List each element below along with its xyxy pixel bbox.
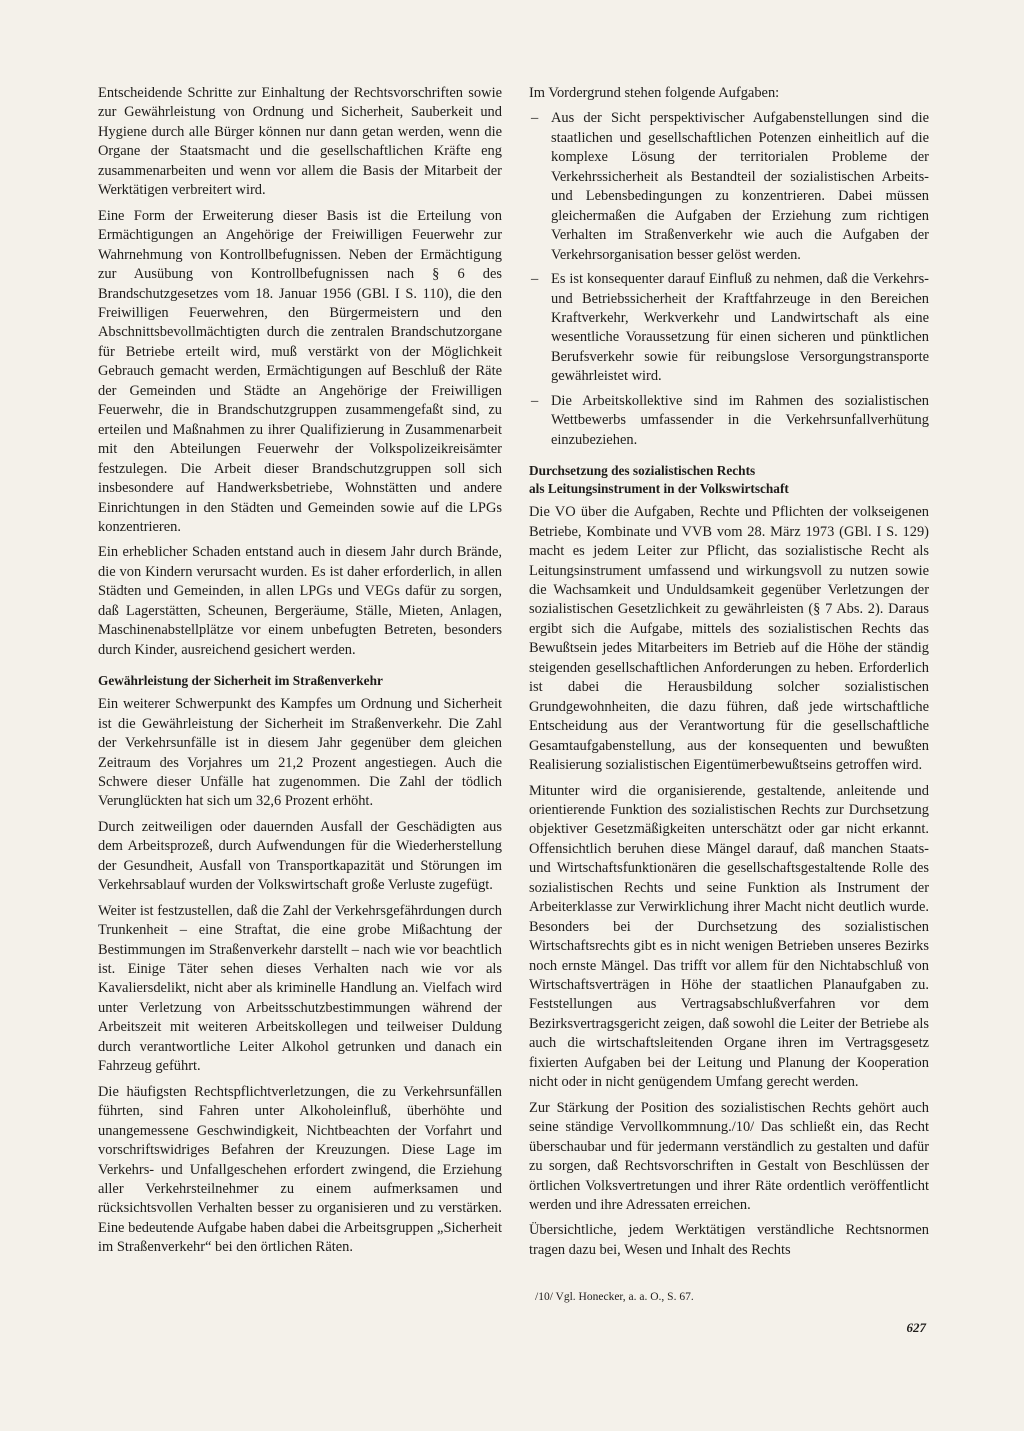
list-item: – Es ist konsequenter darauf Einfluß zu nehmen, daß die Verkehrs- und Betriebssicherheit der Kraftfahrzeuge in den Bereichen Kraftverkehr, Werkverkehr und Landwirtschaft als eine wesentliche Voraussetzung für einen sicheren und pünktlichen Berufsverkehr sowie für reibungslose Versorgungstransporte gewährleistet wird. (529, 270, 929, 387)
paragraph: Ein erheblicher Schaden entstand auch in diesem Jahr durch Brände, die von Kindern verursacht wurden. Es ist daher erforderlich, in allen Städten und Gemeinden, in allen LPGs und VEGs dafür zu sorgen, daß Lagerstätten, Scheunen, Bergeräume, Ställe, Mieten, Anlagen, Maschinenabstellplätze vor einem unbefugten Betreten, besonders durch Kinder, ausreichend gesichert werden. (98, 544, 502, 658)
paragraph: Zur Stärkung der Position des sozialistischen Rechts gehört auch seine ständige Vervollkommnung./10/ Das schließt ein, das Recht überschaubar und für jedermann verständlich zu gestalten und dafür zu sorgen, daß Rechtsvorschriften in Gestalt von Beschlüssen der örtlichen Volksvertretungen und ihrer Räte ordentlich veröffentlicht werden und ihre Adressaten erreichen. (529, 1099, 929, 1214)
paragraph: Die häufigsten Rechtspflichtverletzungen, die zu Verkehrsunfällen führten, sind Fahren unter Alkoholeinfluß, überhöhte und unangemessene Geschwindigkeit, Nichtbeachten der Vorfahrt und vorschriftswidriges Befahren der Kreuzungen. Diese Lage im Verkehrs- und Unfallgeschehen erfordert zwingend, die Erziehung aller Verkehrsteilnehmer zu einem aufmerksamen und rücksichtsvollen Verhalten besser zu organisieren und zu verstärken. Eine bedeutende Aufgabe haben dabei die Arbeitsgruppen „Sicherheit im Straßenverkehr“ bei den örtlichen Räten. (98, 1083, 502, 1256)
left-column (98, 84, 502, 1264)
paragraph-intro: Im Vordergrund stehen folgende Aufgaben: (529, 85, 780, 101)
list-item: – Die Arbeitskollektive sind im Rahmen des sozialistischen Wettbewerbs umfassender in die Verkehrsunfallverhütung einzubeziehen. (529, 392, 929, 450)
right-column (529, 84, 929, 1266)
heading-line: Durchsetzung des sozialistischen Rechts (529, 463, 756, 479)
paragraph: Eine Form der Erweiterung dieser Basis ist die Erteilung von Ermächtigungen an Angehörige der Freiwilligen Feuerwehr zur Wahrnehmung von Kontrollbefugnissen. Neben der Ermächtigung zur Ausübung von Kontrollbefugnissen nach § 6 des Brandschutzgesetzes vom 18. Januar 1956 (GBl. I S. 110), die den Freiwilligen Feuerwehren, den Bürgermeistern und den Abschnittsbevollmächtigten durch die zentralen Brandschutzorgane für Betriebe erteilt wird, muß verstärkt von der Möglichkeit Gebrauch gemacht werden, Ermächtigungen auf Beschluß der Räte der Gemeinden und Städte an Angehörige der Freiwilligen Feuerwehr, die in Brandschutzgruppen zusammengefaßt sind, zu erteilen und Maßnahmen zu ihrer Qualifizierung in Zusammenarbeit mit den Abteilungen Feuerwehr der Volkspolizeikreisämter festzulegen. Die Arbeit dieser Brandschutzgruppen soll sich insbesondere auf Handwerksbetriebe, Wohnstätten und andere Einrichtungen in den Städten und Gemeinden sowie auf die LPGs konzentrieren. (98, 207, 502, 535)
paragraph: Entscheidende Schritte zur Einhaltung der Rechtsvorschriften sowie zur Gewährleistung von Ordnung und Sicherheit, Sauberkeit und Hygiene durch alle Bürger können nur dann getan werden, wenn die Organe der Staatsmacht und die gesellschaftlichen Kräfte eng zusammenarbeiten und wenn vor allem die Basis der Mitarbeit der Werktätigen verbreitert wird. (98, 85, 502, 199)
section-heading-socialist-law (529, 462, 929, 498)
task-list (529, 109, 929, 450)
heading-line: als Leitungsinstrument in der Volkswirtschaft (529, 481, 789, 497)
paragraph: Durch zeitweiligen oder dauernden Ausfall der Geschädigten aus dem Arbeitsprozeß, durch Aufwendungen für die Wiederherstellung der Gesundheit, Ausfall von Transportkapazität und Störungen im Verkehrsablauf wurden der Volkswirtschaft große Verluste zugefügt. (98, 818, 502, 894)
section-heading-traffic-safety: Gewährleistung der Sicherheit im Straßenverkehr (98, 673, 383, 689)
list-item: – Aus der Sicht perspektivischer Aufgabenstellungen sind die staatlichen und gesellschaftlichen Potenzen einheitlich auf die komplexe Lösung der territorialen Probleme der Verkehrssicherheit als Bestandteil der sozialistischen Arbeits- und Lebensbedingungen zu konzentrieren. Dabei müssen gleichermaßen die Aufgaben der Erziehung zum richtigen Verhalten im Straßenverkehr wie auch die Aufgaben der Verkehrsorganisation besser gelöst werden. (529, 109, 929, 265)
paragraph: Übersichtliche, jedem Werktätigen verständliche Rechtsnormen tragen dazu bei, Wesen und Inhalt des Rechts (529, 1222, 929, 1258)
paragraph: Weiter ist festzustellen, daß die Zahl der Verkehrsgefährdungen durch Trunkenheit – eine Straftat, die eine grobe Mißachtung der Bestimmungen im Straßenverkehr darstellt – nach wie vor beachtlich ist. Einige Täter sehen dieses Verhalten nach wie vor als Kavaliersdelikt, nicht aber als kriminelle Handlung an. Vielfach wird unter Verletzung von Arbeitsschutzbestimmungen während der Arbeitszeit mit weiteren Arbeitskollegen und teilweiser Duldung durch verantwortliche Leiter Alkohol getrunken und danach ein Fahrzeug geführt. (98, 902, 502, 1075)
footnote: /10/ Vgl. Honecker, a. a. O., S. 67. (535, 1291, 694, 1303)
paragraph: Die VO über die Aufgaben, Rechte und Pflichten der volkseigenen Betriebe, Kombinate und VVB vom 28. März 1973 (GBl. I S. 129) macht es jedem Leiter zur Pflicht, das sozialistische Recht als Leitungsinstrument umfassend und wirkungsvoll zu nutzen sowie die Wachsamkeit und Unduldsamkeit gegenüber Verletzungen der sozialistischen Gesetzlichkeit zu gewährleisten (§ 7 Abs. 2). Daraus ergibt sich die Aufgabe, mittels des sozialistischen Rechts das Bewußtsein jedes Mitarbeiters im Betrieb auf die Höhe der ständig steigenden gesellschaftlichen Anforderungen zu heben. Erforderlich ist dabei die Herausbildung solcher sozialistischen Grundgewohnheiten, die dazu führen, daß jede wirtschaftliche Entscheidung aus der Verantwortung für die gesellschaftliche Gesamtaufgabenstellung, aus der konsequenten und bewußten Realisierung sozialistischen Eigentümerbewußtseins getroffen wird. (529, 504, 929, 774)
paragraph: Ein weiterer Schwerpunkt des Kampfes um Ordnung und Sicherheit ist die Gewährleistung der Sicherheit im Straßenverkehr. Die Zahl der Verkehrsunfälle ist in diesem Jahr gegenüber dem gleichen Zeitraum des Vorjahres um 21,2 Prozent angestiegen. Auch die Schwere dieser Unfälle hat zugenommen. Die Zahl der tödlich Verunglückten hat sich um 32,6 Prozent erhöht. (98, 696, 502, 810)
paragraph: Mitunter wird die organisierende, gestaltende, anleitende und orientierende Funktion des sozialistischen Rechts zur Durchsetzung objektiver Gesetzmäßigkeiten unterschätzt oder gar nicht erkannt. Offensichtlich beruhen diese Mängel darauf, daß manchen Staats- und Wirtschaftsfunktionären die gesellschaftsgestaltende Rolle des sozialistischen Rechts und seine Funktion als Instrument der Arbeiterklasse zur Verwirklichung ihrer Macht nicht deutlich wurde. Besonders bei der Durchsetzung des sozialistischen Wirtschaftsrechts gibt es in nicht wenigen Betrieben unseres Bezirks noch ernste Mängel. Das trifft vor allem für den Nichtabschluß von Wirtschaftsverträgen in Höhe der staatlichen Planaufgaben zu. Feststellungen aus Vertragsabschlußverfahren vor dem Bezirksvertragsgericht zeigen, daß sowohl die Leiter der Betriebe als auch die wirtschaftsleitenden Organe ihren im Vertragsgesetz fixierten Aufgaben bei der Leitung und Planung der Kooperation nicht oder in nicht genügendem Umfang gerecht werden. (529, 782, 929, 1091)
page-number: 627 (906, 1320, 926, 1335)
